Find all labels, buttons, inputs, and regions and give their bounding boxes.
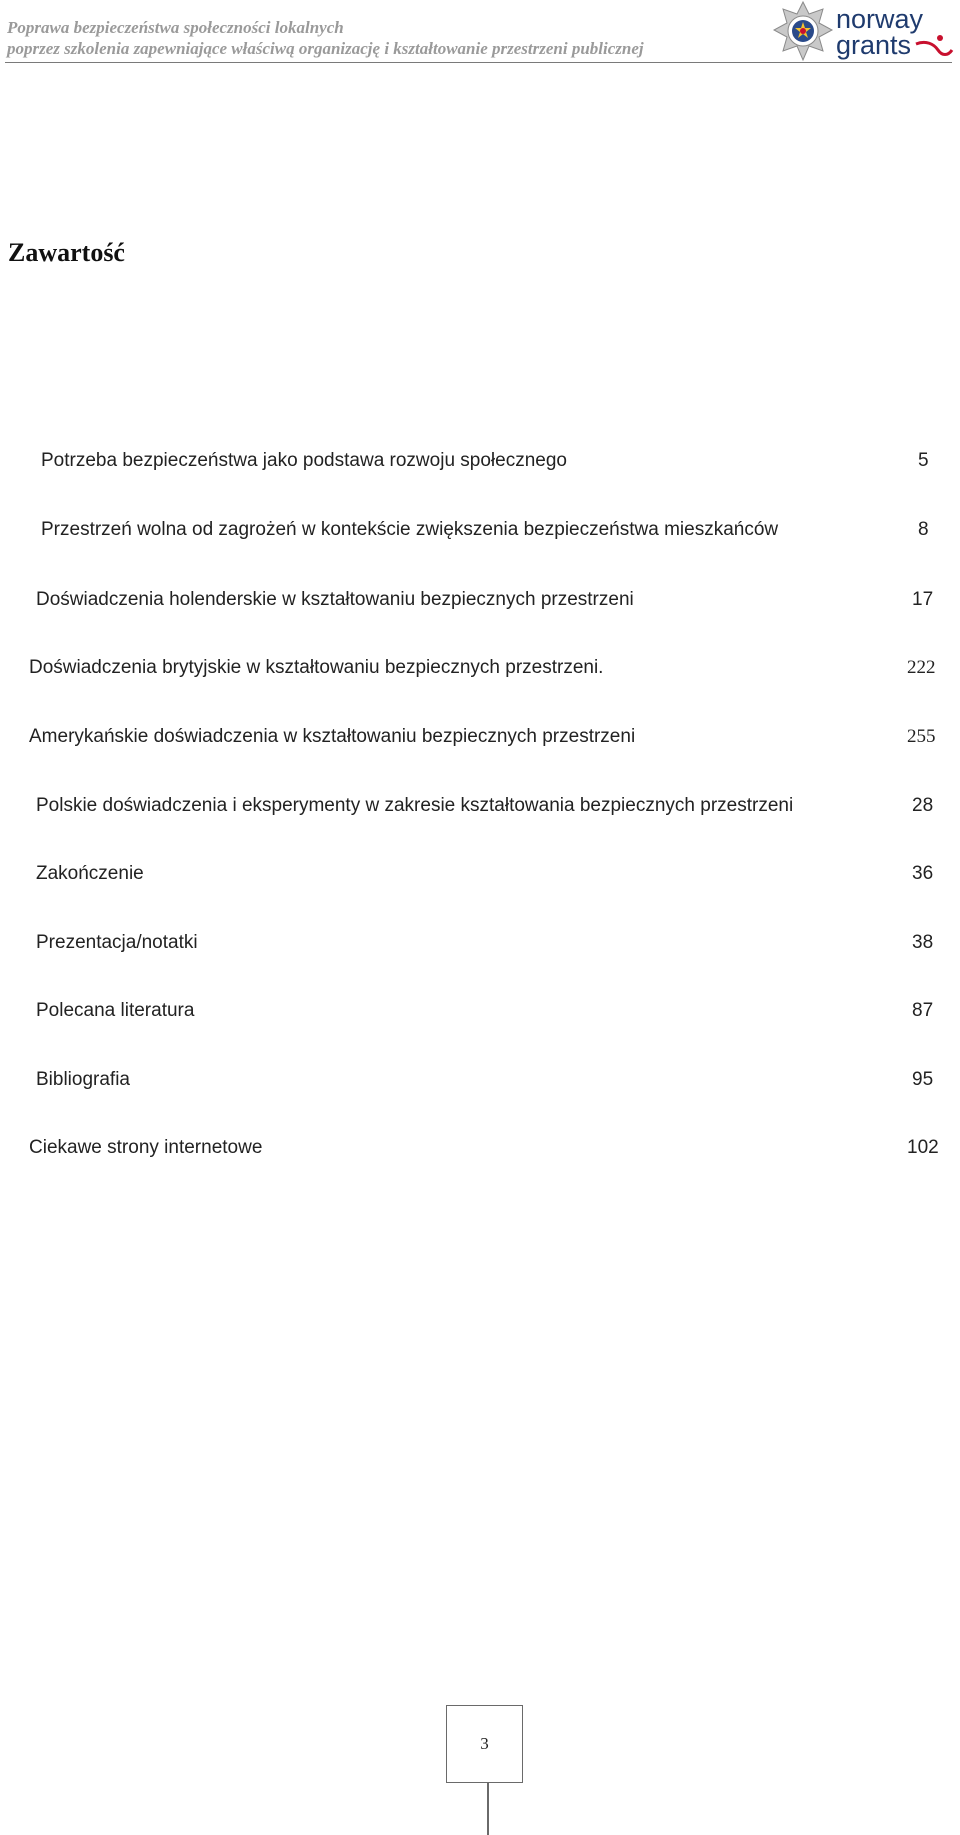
toc-item-label: Amerykańskie doświadczenia w kształtowaniu bezpiecznych przestrzeni — [29, 726, 636, 747]
toc-item-label: Przestrzeń wolna od zagrożeń w kontekście zwiększenia bezpieczeństwa mieszkańców — [41, 519, 779, 540]
toc-item-label: Ciekawe strony internetowe — [29, 1137, 263, 1158]
toc-item-label: Zakończenie — [36, 863, 144, 884]
toc-item-page-1: 5 — [918, 450, 929, 471]
toc-item-label: Doświadczenia holenderskie w kształtowaniu bezpiecznych przestrzeni — [36, 589, 634, 610]
header-line-1: Poprawa bezpieczeństwa społeczności lokalnych — [7, 18, 344, 37]
toc-item-page-7: 36 — [912, 863, 934, 884]
header-line-2: poprzez szkolenia zapewniające właściwą organizację i kształtowanie przestrzeni publicznej — [7, 39, 644, 58]
norway-grants-wordmark — [834, 2, 954, 60]
toc-item-page-2: 8 — [918, 519, 929, 540]
page-header — [0, 0, 960, 64]
logo-word-grants: grants — [836, 30, 912, 60]
header-title — [7, 17, 644, 59]
toc-item-label: Potrzeba bezpieczeństwa jako podstawa rozwoju społecznego — [41, 450, 567, 471]
page-title: Zawartość — [8, 238, 125, 267]
toc-item-page-10: 95 — [912, 1069, 934, 1090]
police-star-emblem-icon — [772, 0, 834, 62]
logo-word-norway: norway — [836, 4, 924, 34]
toc-item-page-5: 255 — [907, 726, 936, 747]
toc-item-label: Polskie doświadczenia i eksperymenty w zakresie kształtowania bezpiecznych przestrzeni — [36, 795, 794, 816]
page-number-stem — [487, 1783, 489, 1835]
toc-item-page-8: 38 — [912, 932, 934, 953]
toc-item-page-11: 102 — [907, 1137, 939, 1158]
toc-item-label: Prezentacja/notatki — [36, 932, 198, 953]
toc-item-label: Doświadczenia brytyjskie w kształtowaniu bezpiecznych przestrzeni. — [29, 657, 604, 678]
norway-grants-logo — [772, 0, 957, 62]
toc-item-page-4: 222 — [907, 657, 936, 678]
toc-item-page-9: 87 — [912, 1000, 934, 1021]
page-number: 3 — [446, 1705, 523, 1783]
toc-item-page-6: 28 — [912, 795, 934, 816]
header-divider — [5, 62, 952, 63]
toc-item-label: Polecana literatura — [36, 1000, 195, 1021]
toc-item-label: Bibliografia — [36, 1069, 130, 1090]
toc-item-page-3: 17 — [912, 589, 934, 610]
